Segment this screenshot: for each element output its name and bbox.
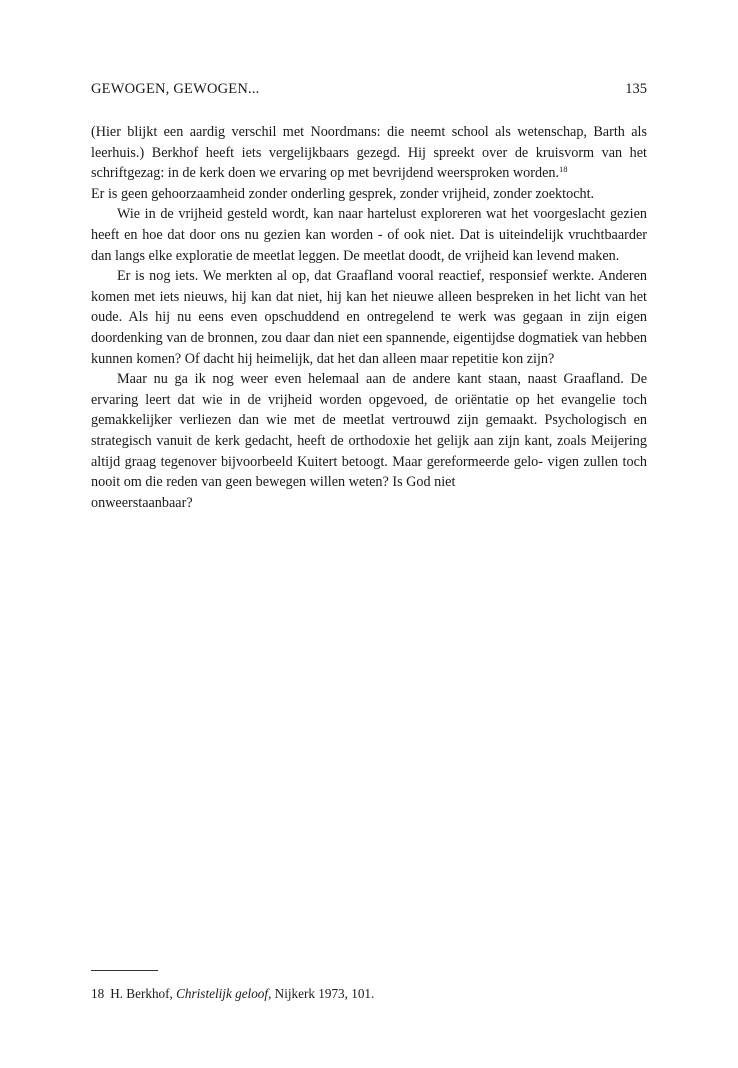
body-text [91, 122, 647, 513]
running-head: GEWOGEN, GEWOGEN... [91, 81, 260, 97]
footnote-number: 18 [91, 986, 105, 1001]
footnote-author: H. Berkhof, [110, 986, 173, 1001]
paragraph-1 [91, 122, 647, 204]
footnote-divider [91, 970, 158, 971]
page-number: 135 [625, 81, 647, 97]
paragraph-4 [91, 369, 647, 513]
footnote [91, 985, 647, 1003]
paragraph-2: Wie in de vrijheid gesteld wordt, kan naar hartelust exploreren wat het voorgeslacht gezien heeft en hoe dat door ons nu gezien kan worden - of ook niet. Dat is uiteindelijk vruchtbaarder dan langs elke exploratie de meetlat leggen. De meetlat doodt, de vrijheid kan levend maken. [91, 206, 647, 264]
footnote-reference: 18 [559, 164, 568, 175]
paragraph-4-text-b: vigen zullen toch nooit om die reden van geen bewegen willen weten? Is God niet [91, 453, 647, 491]
paragraph-4-text-c: onweerstaanbaar? [91, 494, 193, 511]
paragraph-3: Er is nog iets. We merkten al op, dat Graafland vooral reactief, responsief werkte. Anderen komen met iets nieuws, hij kan dat niet, hij kan het nieuwe alleen bespreken in het licht van het oude. Als hij nu eens even opschuddend en ontregelend te werk was gegaan in zijn eigen doordenking van de bronnen, zou daar dan niet een spannende, eigentijdse dogmatiek van hebben kunnen komen? Of dacht hij heimelijk, dat het dan alleen maar repetitie kon zijn? [91, 268, 647, 367]
paragraph-1-text-a: (Hier blijkt een aardig verschil met Noordmans: die neemt school als wetenschap, Barth als leerhuis.) Berkhof heeft iets vergelijkbaars gezegd. Hij spreekt over de kruisvorm van het schriftgezag: in de kerk doen we ervaring op met bevrijdend weersproken worden. [91, 124, 647, 182]
page-header [91, 78, 647, 100]
footnote-details: , Nijkerk 1973, 101. [268, 986, 375, 1001]
paragraph-1-text-b: Er is geen gehoorzaamheid zonder onderling gesprek, zonder vrijheid, zonder zoektocht. [91, 185, 595, 202]
paragraph-4-text-a: Maar nu ga ik nog weer even helemaal aan de andere kant staan, naast Graafland. De ervaring leert dat wie in de vrijheid worden opgevoed, de oriëntatie op het evangelie toch gemakkelijker verliezen dan wie met de meetlat vertrouwd zijn gemaakt. Psychologisch en strategisch vanuit de kerk gedacht, heeft de orthodoxie het gelijk aan zijn kant, zoals Meijering altijd graag tegenover bijvoorbeeld Kuitert betoogt. Maar gereformeerde gelo- [91, 371, 647, 470]
footnote-title: Christelijk geloof [176, 986, 269, 1001]
